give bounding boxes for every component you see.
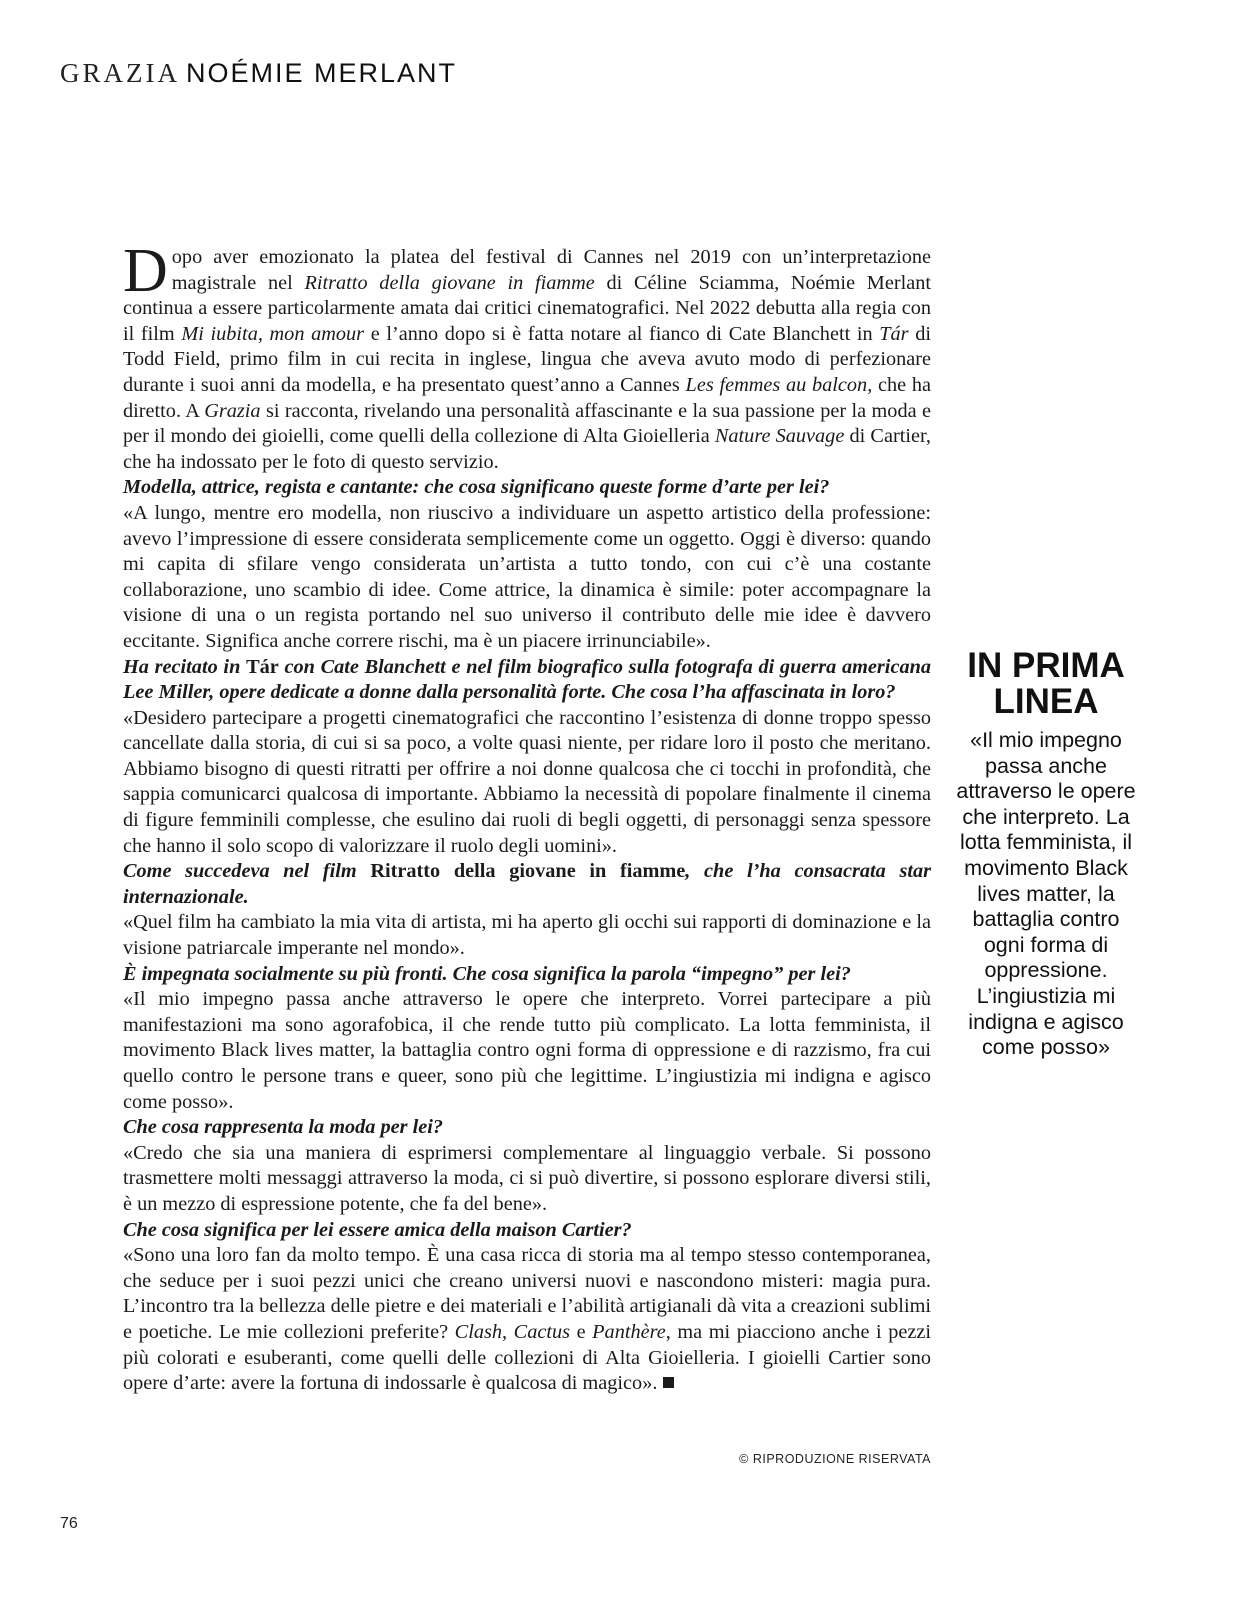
- interview-answer: «Sono una loro fan da molto tempo. È una casa ricca di storia ma al tempo stesso contemporanea, che seduce per i suoi pezzi unici che creano universi nuovi e nascondono misteri: magia pura. L’incontro tra la bellezza delle pietre e dei materiali e l’abilità artigianali dà vita a creazioni sublimi e poetiche. Le mie collezioni preferite? Clash, Cactus e Panthère, ma mi piacciono anche i pezzi più colorati e esuberanti, come quelli delle collezioni di Alta Gioielleria. I gioielli Cartier sono opere d’arte: avere la fortuna di indossarle è qualcosa di magico».: [123, 1244, 932, 1395]
- interview-question: Che cosa rappresenta la moda per lei?: [123, 1116, 443, 1139]
- interview-answer: «Il mio impegno passa anche attraverso le opere che interpreto. Vorrei partecipare a più manifestazioni ma sono agorafobica, il che rende tutto più complicato. La lotta femminista, il movimento Black lives matter, la battaglia contro ogni forma di oppressione e di razzismo, fra cui quello contro le persone trans e queer, sono più che legittime. L’ingiustizia mi indigna e agisco come posso».: [123, 988, 931, 1113]
- interview-answer: «A lungo, mentre ero modella, non riuscivo a individuare un aspetto artistico della professione: avevo l’impressione di essere considerata semplicemente come un oggetto. Oggi è diverso: quando mi capita di sfilare vengo considerata un’artista a tutto tondo, con cui c’è una costante collaborazione, uno scambio di idee. Come attrice, la dinamica è simile: poter accompagnare la visione di una o un regista portando nel suo universo il contributo delle mie idee è davvero eccitante. Significa anche correre rischi, ma è un piacere irrinunciabile».: [123, 501, 931, 652]
- article-intro: Dopo aver emozionato la platea del festival di Cannes nel 2019 con un’interpretazione magistrale nel Ritratto della giovane in fiamme di Céline Sciamma, Noémie Merlant continua a essere particolarmente amata dai critici cinematografici. Nel 2022 debutta alla regia con il film Mi iubita, mon amour e l’anno dopo si è fatta notare al fianco di Cate Blanchett in Tár di Todd Field, primo film in cui recita in inglese, lingua che aveva avuto modo di perfezionare durante i suoi anni da modella, e ha presentato quest’anno a Cannes Les femmes au balcon, che ha diretto. A Grazia si racconta, rivelando una personalità affascinante e la sua passione per la moda e per il mondo dei gioielli, come quelli della collezione di Alta Gioielleria Nature Sauvage di Cartier, che ha indossato per le foto di questo servizio.: [123, 237, 932, 473]
- section-title: NOÉMIE MERLANT: [186, 58, 458, 88]
- pull-quote-title: IN PRIMA LINEA: [967, 646, 1125, 721]
- pull-quote: [952, 648, 1140, 1061]
- page-header: [60, 58, 457, 98]
- interview-answer: «Desidero partecipare a progetti cinematografici che raccontino l’esistenza di donne troppo spesso cancellate dalla storia, di cui si sa poco, a volte quasi niente, per ridare loro il posto che meritano. Abbiamo bisogno di questi ritratti per offrire a noi donne qualcosa che ci tocchi in profondità, che sappia comunicarci qualcosa di importante. Abbiamo la necessità di popolare finalmente il cinema di figure femminili complesse, che esulino dai ruoli di begli oggetti, di personaggi senza spessore che hanno il solo scopo di valorizzare il ruolo degli uomini».: [123, 706, 931, 857]
- interview-answer: «Quel film ha cambiato la mia vita di artista, mi ha aperto gli occhi sui rapporti di dominazione e la visione patriarcale imperante nel mondo».: [123, 911, 931, 960]
- drop-cap: D: [123, 237, 168, 305]
- interview-question: Ha recitato in Tár con Cate Blanchett e nel film biografico sulla fotografa di guerra americana Lee Miller, opere dedicate a donne dalla personalità forte. Che cosa l’ha affascinata in loro?: [123, 655, 932, 704]
- magazine-logo: GRAZIA: [60, 58, 180, 88]
- copyright-notice: © RIPRODUZIONE RISERVATA: [739, 1452, 931, 1466]
- page-number: 76: [60, 1515, 78, 1532]
- interview-question: È impegnata socialmente su più fronti. Che cosa significa la parola “impegno” per lei?: [123, 962, 851, 985]
- article-body: [123, 237, 932, 1397]
- interview-question: Modella, attrice, regista e cantante: che cosa significano queste forme d’arte per lei?: [123, 476, 830, 499]
- interview-question: Come succedeva nel film Ritratto della giovane in fiamme, che l’ha consacrata star internazionale.: [123, 860, 931, 908]
- interview-answer: «Credo che sia una maniera di esprimersi complementare al linguaggio verbale. Si possono trasmettere molti messaggi attraverso la moda, ci si può divertire, si possono esplorare diversi stili, è un mezzo di espressione potente, che fa del bene».: [123, 1141, 931, 1215]
- end-mark-icon: [663, 1377, 674, 1388]
- pull-quote-text: «Il mio impegno passa anche attraverso le opere che interpreto. La lotta femminista, il movimento Black lives matter, la battaglia contro ogni forma di oppressione. L’ingiustizia mi indigna e agisco come posso»: [956, 728, 1136, 1060]
- interview-question: Che cosa significa per lei essere amica della maison Cartier?: [123, 1218, 632, 1241]
